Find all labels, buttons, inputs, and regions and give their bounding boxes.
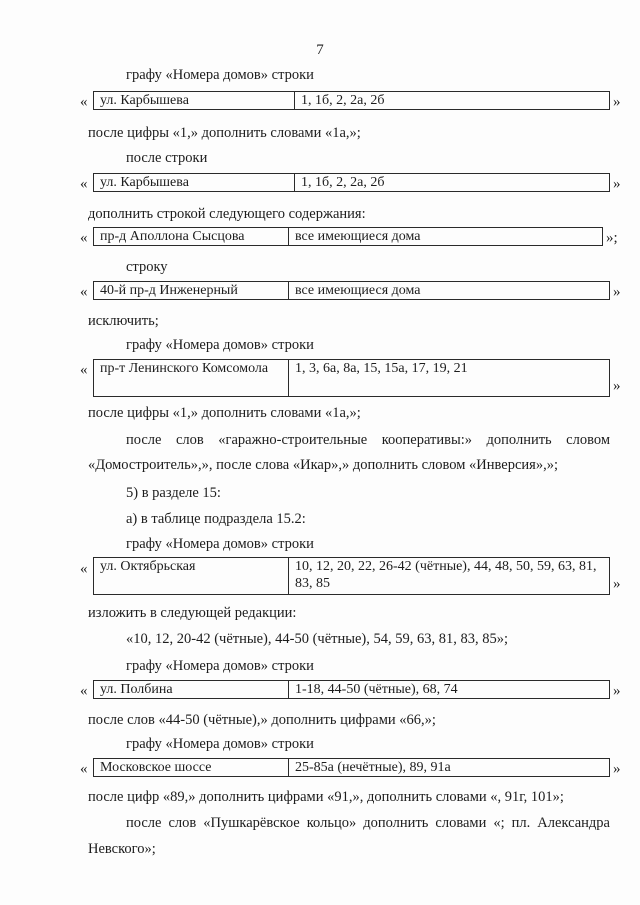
- text-line: строку: [126, 259, 168, 275]
- table-row-inzhenerny: [93, 281, 610, 300]
- text-line: после слов «гаражно-строительные кооперативы:» дополнить словом: [126, 432, 610, 448]
- open-quote: «: [80, 561, 88, 577]
- table-row-sysova: [93, 227, 603, 246]
- close-quote: »: [613, 576, 621, 592]
- text-line: графу «Номера домов» строки: [126, 67, 314, 83]
- table-cell-street: ул. Полбина: [94, 681, 289, 699]
- text-line: «10, 12, 20-42 (чётные), 44-50 (чётные), 54, 59, 63, 81, 83, 85»;: [126, 631, 509, 647]
- text-line: а) в таблице подраздела 15.2:: [126, 511, 306, 527]
- text-line: после слов «44-50 (чётные),» дополнить цифрами «66,»;: [88, 712, 436, 728]
- text-line: 5) в разделе 15:: [126, 485, 221, 501]
- open-quote: «: [80, 284, 88, 300]
- open-quote: «: [80, 94, 88, 110]
- text-line: после цифр «89,» дополнить цифрами «91,», дополнить словами «, 91г, 101»;: [88, 789, 564, 805]
- table-cell-houses: 1, 3, 6а, 8а, 15, 15а, 17, 19, 21: [289, 360, 610, 397]
- text-line: после слов «Пушкарёвское кольцо» дополнить словами «; пл. Александра: [126, 815, 610, 831]
- table-cell-street: ул. Октябрьская: [94, 558, 289, 595]
- text-line: графу «Номера домов» строки: [126, 736, 314, 752]
- text-line: графу «Номера домов» строки: [126, 337, 314, 353]
- table-cell-houses: 25-85а (нечётные), 89, 91а: [289, 759, 610, 777]
- text-line: после цифры «1,» дополнить словами «1а,»;: [88, 125, 361, 141]
- close-quote: »: [613, 284, 621, 300]
- table-row-moskovskoe-shosse: [93, 758, 610, 777]
- table-row-polbina: [93, 680, 610, 699]
- text-line: после строки: [126, 150, 208, 166]
- text-line: графу «Номера домов» строки: [126, 658, 314, 674]
- table-row-karbysheva-2: [93, 173, 610, 192]
- table-cell-street: пр-д Аполлона Сысцова: [94, 228, 289, 246]
- close-quote: »: [613, 94, 621, 110]
- page-number: 7: [316, 42, 324, 58]
- close-quote: »: [613, 683, 621, 699]
- table-cell-houses: все имеющиеся дома: [289, 282, 610, 300]
- table-cell-street: 40-й пр-д Инженерный: [94, 282, 289, 300]
- text-line: Невского»;: [88, 841, 156, 857]
- close-quote: »;: [606, 230, 618, 246]
- close-quote: »: [613, 176, 621, 192]
- text-line: исключить;: [88, 313, 159, 329]
- table-cell-street: ул. Карбышева: [94, 174, 295, 192]
- open-quote: «: [80, 230, 88, 246]
- table-cell-houses: 1, 1б, 2, 2а, 2б: [295, 174, 610, 192]
- text-line: изложить в следующей редакции:: [88, 605, 297, 621]
- close-quote: »: [613, 761, 621, 777]
- close-quote: »: [613, 378, 621, 394]
- table-cell-street: Московское шоссе: [94, 759, 289, 777]
- table-cell-houses: 10, 12, 20, 22, 26-42 (чётные), 44, 48, 50, 59, 63, 81, 83, 85: [289, 558, 610, 595]
- table-cell-street: ул. Карбышева: [94, 92, 295, 110]
- table-row-leninskogo-komsomola: [93, 359, 610, 397]
- table-row-karbysheva-1: [93, 91, 610, 110]
- table-cell-street: пр-т Ленинского Комсомола: [94, 360, 289, 397]
- table-cell-houses: 1, 1б, 2, 2а, 2б: [295, 92, 610, 110]
- text-line: после цифры «1,» дополнить словами «1а,»;: [88, 405, 361, 421]
- table-cell-houses: все имеющиеся дома: [289, 228, 603, 246]
- text-line: графу «Номера домов» строки: [126, 536, 314, 552]
- open-quote: «: [80, 761, 88, 777]
- table-row-oktyabrskaya: [93, 557, 610, 595]
- text-line: «Домостроитель»,», после слова «Икар»,» дополнить словом «Инверсия»,»;: [88, 457, 558, 473]
- open-quote: «: [80, 683, 88, 699]
- open-quote: «: [80, 176, 88, 192]
- text-line: дополнить строкой следующего содержания:: [88, 206, 366, 222]
- table-cell-houses: 1-18, 44-50 (чётные), 68, 74: [289, 681, 610, 699]
- open-quote: «: [80, 362, 88, 378]
